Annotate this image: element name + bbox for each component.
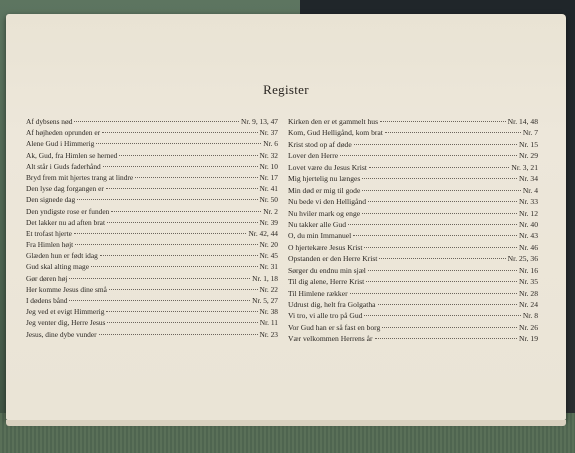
hymn-title: Gør døren høj bbox=[26, 273, 68, 283]
dot-leader bbox=[109, 289, 258, 290]
hymn-title: Bryd frem mit hjertes trang at lindre bbox=[26, 172, 134, 182]
index-entry bbox=[288, 139, 538, 150]
hymn-number: Nr. 40 bbox=[519, 219, 538, 229]
hymn-number: Nr. 12 bbox=[519, 208, 538, 218]
index-entry bbox=[288, 333, 538, 344]
dot-leader bbox=[99, 334, 258, 335]
dot-leader bbox=[119, 155, 257, 156]
dot-leader bbox=[353, 235, 517, 236]
hymn-title: Nu bede vi den Helligånd bbox=[288, 197, 367, 207]
hymn-number: Nr. 9, 13, 47 bbox=[241, 117, 278, 126]
hymn-title: Jeg venter dig, Herre Jesus bbox=[26, 318, 106, 328]
index-entry bbox=[288, 276, 538, 287]
hymn-number: Nr. 8 bbox=[522, 311, 538, 321]
dot-leader bbox=[102, 132, 257, 133]
hymn-title: Det lakker nu ad aften brat bbox=[26, 217, 106, 227]
dot-leader bbox=[69, 300, 250, 301]
index-entry bbox=[288, 219, 538, 230]
index-entry bbox=[288, 127, 538, 138]
dot-leader bbox=[69, 278, 250, 279]
hymn-number: Nr. 20 bbox=[259, 240, 278, 250]
hymn-title: Den signede dag bbox=[26, 195, 76, 205]
index-entry bbox=[288, 208, 538, 219]
hymn-title: Vor Gud han er så fast en borg bbox=[288, 322, 381, 332]
dot-leader bbox=[111, 211, 261, 212]
dot-leader bbox=[91, 266, 258, 267]
dot-leader bbox=[74, 121, 239, 122]
hymn-title: Glæden hun er født idag bbox=[26, 251, 98, 261]
hymn-number: Nr. 34 bbox=[519, 174, 538, 184]
index-entry bbox=[288, 242, 538, 253]
dot-leader bbox=[366, 281, 517, 282]
hymn-number: Nr. 24 bbox=[519, 300, 538, 309]
hymn-number: Nr. 25, 36 bbox=[507, 254, 538, 264]
index-entry bbox=[26, 284, 278, 295]
dot-leader bbox=[106, 188, 258, 189]
hymn-number: Nr. 31 bbox=[259, 262, 278, 272]
hymn-title: Gud skal alting mage bbox=[26, 262, 90, 272]
index-entry bbox=[26, 306, 278, 317]
hymn-number: Nr. 26 bbox=[519, 322, 538, 332]
dot-leader bbox=[75, 244, 257, 245]
index-entry bbox=[26, 116, 278, 127]
index-entry bbox=[26, 273, 278, 284]
index-column-right bbox=[288, 116, 538, 345]
hymn-title: Udrust dig, helt fra Golgatha bbox=[288, 300, 376, 309]
hymn-title: Til Himlene rækker bbox=[288, 288, 348, 298]
hymn-number: Nr. 11 bbox=[259, 318, 278, 328]
hymn-number: Nr. 16 bbox=[519, 265, 538, 275]
hymn-number: Nr. 50 bbox=[259, 195, 278, 205]
dot-leader bbox=[362, 190, 520, 191]
dot-leader bbox=[107, 222, 258, 223]
index-entry bbox=[26, 239, 278, 250]
dot-leader bbox=[368, 270, 517, 271]
index-entry bbox=[26, 194, 278, 205]
index-entry bbox=[26, 329, 278, 340]
dot-leader bbox=[368, 201, 517, 202]
dot-leader bbox=[379, 258, 505, 259]
hymn-number: Nr. 41 bbox=[259, 184, 278, 194]
hymn-title: Et trofast hjerte bbox=[26, 228, 72, 238]
hymn-title: Kirken den er et gammelt hus bbox=[288, 117, 379, 126]
dot-leader bbox=[382, 327, 517, 328]
index-entry bbox=[288, 185, 538, 196]
dot-leader bbox=[74, 233, 246, 234]
hymn-number: Nr. 3, 21 bbox=[511, 162, 538, 172]
hymn-title: Vi tro, vi alle tro på Gud bbox=[288, 311, 363, 321]
dot-leader bbox=[103, 166, 258, 167]
hymn-title: Kom, Gud Helligånd, kom brat bbox=[288, 128, 383, 138]
index-entry bbox=[288, 299, 538, 310]
hymn-title: Opstanden er den Herre Krist bbox=[288, 254, 378, 264]
index-entry bbox=[26, 150, 278, 161]
hymn-number: Nr. 46 bbox=[519, 242, 538, 252]
dot-leader bbox=[385, 132, 521, 133]
hymn-number: Nr. 2 bbox=[263, 206, 278, 216]
dot-leader bbox=[350, 293, 517, 294]
dot-leader bbox=[369, 167, 510, 168]
index-entry bbox=[288, 150, 538, 161]
dot-leader bbox=[354, 144, 517, 145]
hymn-title: Af dybsens nød bbox=[26, 117, 73, 126]
hymn-title: Til dig alene, Herre Krist bbox=[288, 277, 365, 287]
hymn-title: Fra Himlen højt bbox=[26, 240, 74, 250]
dot-leader bbox=[362, 178, 517, 179]
hymn-number: Nr. 37 bbox=[259, 128, 278, 138]
index-entry bbox=[26, 228, 278, 239]
dot-leader bbox=[378, 304, 517, 305]
dot-leader bbox=[107, 322, 257, 323]
index-entry bbox=[26, 261, 278, 272]
hymn-title: Den yndigste rose er funden bbox=[26, 206, 110, 216]
hymn-number: Nr. 22 bbox=[259, 284, 278, 294]
hymn-number: Nr. 17 bbox=[259, 172, 278, 182]
hymn-title: Jesus, dine dybe vunder bbox=[26, 329, 97, 339]
hymn-number: Nr. 38 bbox=[259, 307, 278, 317]
hymn-title: Ak, Gud, fra Himlen se herned bbox=[26, 150, 118, 160]
dot-leader bbox=[380, 121, 506, 122]
index-entry bbox=[288, 173, 538, 184]
index-entry bbox=[26, 161, 278, 172]
index-entry bbox=[26, 206, 278, 217]
hymn-number: Nr. 28 bbox=[519, 288, 538, 298]
hymn-title: Alene Gud i Himmerig bbox=[26, 139, 95, 149]
index-entry bbox=[26, 127, 278, 138]
hymn-title: Krist stod op af døde bbox=[288, 139, 352, 149]
hymn-number: Nr. 32 bbox=[259, 150, 278, 160]
dot-leader bbox=[77, 199, 257, 200]
hymn-number: Nr. 5, 27 bbox=[252, 296, 278, 305]
hymn-title: Nu takker alle Gud bbox=[288, 219, 346, 229]
hymn-title: Jeg ved et evigt Himmerig bbox=[26, 307, 105, 317]
hymn-number: Nr. 15 bbox=[519, 139, 538, 149]
hymn-number: Nr. 39 bbox=[259, 217, 278, 227]
dot-leader bbox=[362, 213, 517, 214]
index-column-left bbox=[26, 116, 278, 340]
hymn-number: Nr. 10 bbox=[259, 161, 278, 171]
hymn-title: Min død er mig til gode bbox=[288, 185, 361, 195]
index-entry bbox=[288, 265, 538, 276]
hymn-title: Alt står i Guds faderhånd bbox=[26, 161, 101, 171]
page-title: Register bbox=[263, 82, 309, 97]
hymn-number: Nr. 14, 48 bbox=[507, 117, 538, 126]
index-entry bbox=[26, 217, 278, 228]
hymn-title: Nu hviler mark og enge bbox=[288, 208, 361, 218]
index-entry bbox=[288, 322, 538, 333]
hymn-title: Den lyse dag forgangen er bbox=[26, 184, 104, 194]
index-entry bbox=[288, 253, 538, 264]
book-page bbox=[6, 14, 566, 420]
dot-leader bbox=[135, 177, 257, 178]
dot-leader bbox=[364, 315, 520, 316]
index-entry bbox=[26, 183, 278, 194]
index-entry bbox=[26, 317, 278, 328]
hymn-number: Nr. 19 bbox=[519, 334, 538, 344]
dot-leader bbox=[364, 247, 517, 248]
hymn-title: Mig hjertelig nu længes bbox=[288, 174, 361, 184]
dot-leader bbox=[96, 143, 261, 144]
dot-leader bbox=[340, 155, 517, 156]
hymn-title: Vær velkommen Herrens år bbox=[288, 334, 373, 344]
dot-leader bbox=[348, 224, 517, 225]
index-entry bbox=[26, 172, 278, 183]
hymn-number: Nr. 29 bbox=[519, 151, 538, 161]
index-entry bbox=[288, 116, 538, 127]
hymn-number: Nr. 6 bbox=[263, 139, 278, 149]
hymn-number: Nr. 33 bbox=[519, 197, 538, 207]
hymn-title: Sørger du endnu min sjæl bbox=[288, 265, 366, 275]
index-entry bbox=[288, 230, 538, 241]
hymn-title: Lover den Herre bbox=[288, 151, 339, 161]
hymn-number: Nr. 42, 44 bbox=[248, 228, 278, 238]
index-entry bbox=[288, 162, 538, 173]
hymn-number: Nr. 4 bbox=[522, 185, 538, 195]
index-entry bbox=[26, 138, 278, 149]
hymn-title: O hjertekære Jesus Krist bbox=[288, 242, 363, 252]
dot-leader bbox=[106, 311, 257, 312]
dot-leader bbox=[100, 255, 258, 256]
hymn-number: Nr. 7 bbox=[522, 128, 538, 138]
hymn-title: Lovet være du Jesus Krist bbox=[288, 162, 367, 172]
index-entry bbox=[288, 310, 538, 321]
hymn-number: Nr. 1, 18 bbox=[252, 273, 278, 283]
hymn-number: Nr. 35 bbox=[519, 277, 538, 287]
index-entry bbox=[288, 196, 538, 207]
hymn-title: I dødens bånd bbox=[26, 296, 68, 305]
hymn-title: O, du min Immanuel bbox=[288, 231, 352, 241]
dot-leader bbox=[375, 338, 517, 339]
hymn-number: Nr. 23 bbox=[259, 329, 278, 339]
hymn-title: Af højheden oprunden er bbox=[26, 128, 101, 138]
index-entry bbox=[26, 295, 278, 306]
hymn-number: Nr. 43 bbox=[519, 231, 538, 241]
index-entry bbox=[26, 250, 278, 261]
hymn-number: Nr. 45 bbox=[259, 251, 278, 261]
hymn-title: Her komme Jesus dine små bbox=[26, 284, 107, 294]
index-entry bbox=[288, 288, 538, 299]
